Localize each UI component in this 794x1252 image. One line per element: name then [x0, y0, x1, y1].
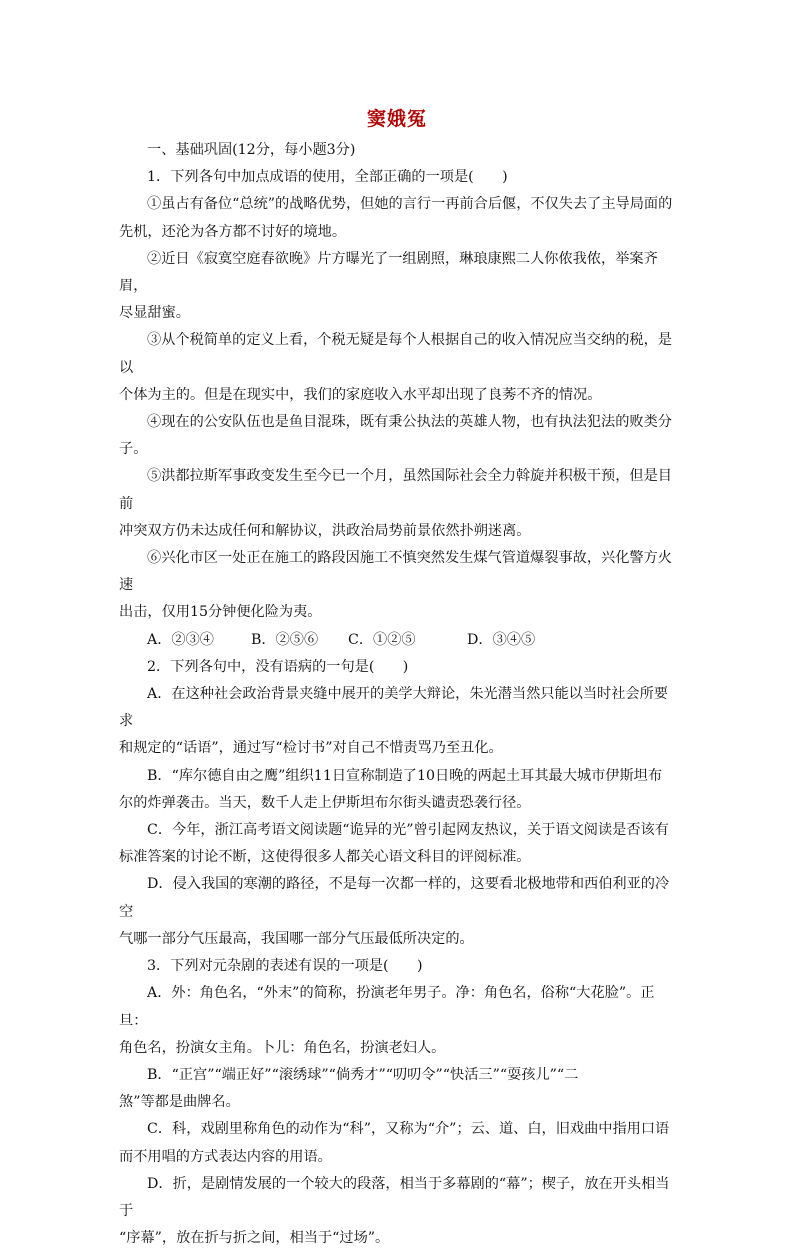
- q1-sentence-6-line-1: ⑥兴化市区一处正在施工的路段因施工不慎突然发生煤气管道爆裂事故，兴化警方火速: [119, 550, 672, 594]
- q1-sentence-6-line-2: 出击，仅用15分钟便化险为夷。: [119, 604, 322, 621]
- q1-sentence-1-line-2: 先机，还沦为各方都不讨好的境地。: [119, 223, 347, 240]
- question-3-stem: 3．下列对元杂剧的表述有误的一项是( ): [147, 958, 423, 975]
- q1-sentence-1-line-1: ①虽占有备位“总统”的战略优势，但她的言行一再前合后偃，不仅失去了主导局面的: [147, 196, 673, 213]
- q2-option-a-line-1: A．在这种社会政治背景夹缝中展开的美学大辩论，朱光潜当然只能以当时社会所要求: [119, 686, 668, 730]
- q3-option-a-line-1: A．外：角色名，“外末”的简称，扮演老年男子。净：角色名，俗称“大花脸”。正旦：: [119, 985, 655, 1029]
- q2-option-d-line-1: D．侵入我国的寒潮的路径，不是每一次都一样的，这要看北极地带和西伯利亚的冷空: [119, 876, 670, 920]
- q2-option-b-line-1: B．“库尔德自由之鹰”组织11日宣称制造了10日晚的两起土耳其最大城市伊斯坦布: [147, 767, 663, 784]
- q1-sentence-3-line-2: 个体为主的。但是在现实中，我们的家庭收入水平却出现了良莠不齐的情况。: [119, 386, 602, 403]
- q2-option-d-line-2: 气哪一部分气压最高，我国哪一部分气压最低所决定的。: [119, 930, 474, 947]
- q3-option-d-line-1: D．折，是剧情发展的一个较大的段落，相当于多幕剧的“幕”；楔子，放在开头相当于: [119, 1175, 670, 1219]
- question-1-stem: 1．下列各句中加点成语的使用，全部正确的一项是( ): [147, 169, 508, 186]
- q3-option-d-line-2: “序幕”，放在折与折之间，相当于“过场”。: [119, 1230, 390, 1247]
- q1-option-a: A．②③④: [147, 631, 214, 648]
- q2-option-a-line-2: 和规定的“话语”，通过写“检讨书”对自己不惜责骂乃至丑化。: [119, 740, 503, 757]
- q1-sentence-3-line-1: ③从个税简单的定义上看，个税无疑是每个人根据自己的收入情况应当交纳的税，是以: [119, 332, 672, 376]
- q2-option-c-line-2: 标准答案的讨论不断，这使得很多人都关心语文科目的评阅标准。: [119, 849, 531, 866]
- q3-option-c-line-2: 而不用唱的方式表达内容的用语。: [119, 1148, 332, 1165]
- q1-sentence-5-line-2: 冲突双方仍未达成任何和解协议，洪政治局势前景依然扑朔迷离。: [119, 522, 531, 539]
- q1-sentence-2-line-1: ②近日《寂寞空庭春欲晚》片方曝光了一组剧照，琳琅康熙二人你侬我侬，举案齐眉，: [119, 250, 658, 295]
- document-title: 窦娥冤: [366, 108, 427, 130]
- q3-option-a-line-2: 角色名，扮演女主角。卜儿：角色名，扮演老妇人。: [119, 1039, 446, 1056]
- question-2-stem: 2．下列各句中，没有语病的一句是( ): [147, 658, 409, 675]
- section-heading: 一、基础巩固(12分，每小题3分): [147, 142, 356, 158]
- q1-option-c: C．①②⑤: [348, 631, 416, 648]
- document-body: [119, 137, 679, 1252]
- q1-sentence-5-line-1: ⑤洪都拉斯军事政变发生至今已一个月，虽然国际社会全力斡旋并积极干预，但是目前: [119, 468, 672, 512]
- q1-options: [119, 627, 679, 654]
- q2-option-c-line-1: C．今年，浙江高考语文阅读题“诡异的光”曾引起网友热议，关于语文阅读是否该有: [147, 822, 669, 839]
- q3-option-b-line-2: 煞”等都是曲牌名。: [119, 1094, 240, 1111]
- q1-option-d: D．③④⑤: [467, 631, 536, 648]
- q2-option-b-line-2: 尔的炸弹袭击。当天，数千人走上伊斯坦布尔街头谴责恐袭行径。: [119, 794, 531, 811]
- q1-option-b: B．②⑤⑥: [251, 631, 319, 648]
- q1-sentence-2-line-2: 尽显甜蜜。: [119, 305, 190, 322]
- q1-sentence-4: ④现在的公安队伍也是鱼目混珠，既有秉公执法的英雄人物，也有执法犯法的败类分子。: [119, 414, 672, 458]
- q3-option-c-line-1: C．科，戏剧里称角色的动作为“科”，又称为“介”；云、道、白，旧戏曲中指用口语: [147, 1121, 670, 1138]
- q3-option-b-line-1: B．“正宫”“端正好”“滚绣球”“倘秀才”“叨叨令”“快活三”“耍孩儿”“二: [147, 1066, 579, 1083]
